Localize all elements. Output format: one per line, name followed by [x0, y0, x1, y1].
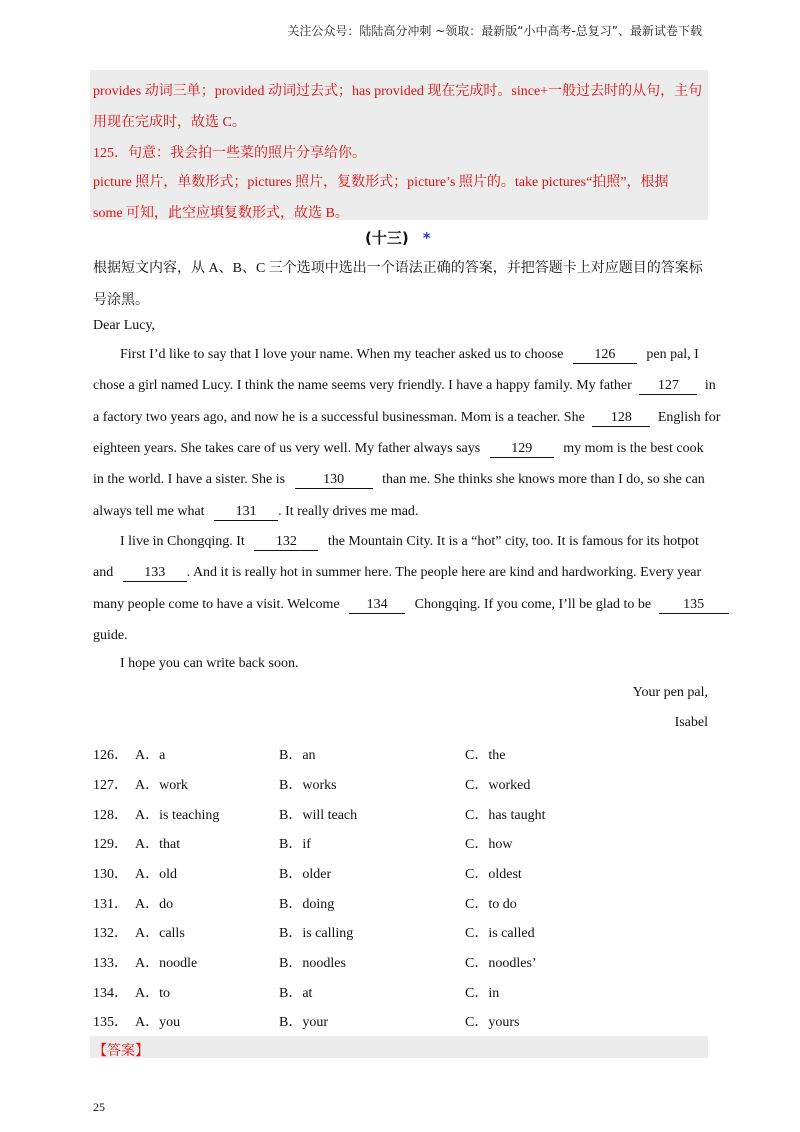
answer-line-3: 125．句意：我会拍一些菜的照片分享给你。	[93, 146, 366, 161]
letter-line-hope: I hope you can write back soon.	[120, 656, 299, 671]
question-number: 134．	[93, 986, 128, 1001]
answer-line-1: provides 动词三单；provided 动词过去式；has provided 现在完成时。since+一般过去时的从句，主句	[93, 84, 703, 99]
letter-text: many people come to have a visit. Welcome	[93, 597, 340, 612]
blank-135: 135	[659, 598, 729, 614]
question-number: 133．	[93, 956, 128, 971]
option-a: A．calls	[135, 926, 185, 941]
letter-text: a factory two years ago, and now he is a successful businessman. Mom is a teacher. She	[93, 410, 585, 425]
option-a: A．do	[135, 897, 174, 912]
option-c: C．oldest	[465, 867, 522, 882]
instruction-line-2: 号涂黑。	[93, 293, 149, 308]
answer-line-2: 用现在完成时，故选 C。	[93, 115, 246, 130]
option-b: B．an	[279, 748, 316, 763]
option-c: C．worked	[465, 778, 531, 793]
letter-signature: Isabel	[674, 715, 708, 730]
letter-line	[120, 347, 735, 364]
option-b: B．noodles	[279, 956, 346, 971]
option-row	[93, 982, 708, 1002]
question-number: 130．	[93, 867, 128, 882]
letter-line	[93, 378, 716, 395]
instruction-line-1: 根据短文内容，从 A、B、C 三个选项中选出一个语法正确的答案，并把答题卡上对应题目的答案标	[93, 261, 703, 276]
star-icon: *	[422, 229, 431, 247]
letter-text: than me. She thinks she knows more than I do, so she can	[382, 472, 705, 487]
option-b: B．is calling	[279, 926, 354, 941]
question-number: 129．	[93, 837, 128, 852]
section-title	[365, 227, 431, 248]
blank-132: 132	[254, 535, 318, 551]
blank-126: 126	[573, 348, 637, 364]
blank-134: 134	[349, 598, 405, 614]
option-b: B．at	[279, 986, 313, 1001]
option-row	[93, 893, 708, 913]
answer-box	[90, 1036, 708, 1058]
answer-line-4: picture 照片，单数形式；pictures 照片，复数形式；picture’s 照片的。take pictures“拍照”，根据	[93, 175, 669, 190]
blank-128: 128	[592, 411, 650, 427]
option-c: C．has taught	[465, 808, 546, 823]
letter-text: the Mountain City. It is a “hot” city, too. It is famous for its hotpot	[327, 534, 699, 549]
option-row	[93, 833, 708, 853]
page-number: 25	[93, 1100, 105, 1114]
question-number: 131．	[93, 897, 128, 912]
option-row	[93, 744, 708, 764]
option-c: C．the	[465, 748, 506, 763]
option-row	[93, 804, 708, 824]
letter-text: always tell me what	[93, 504, 205, 519]
question-number: 126．	[93, 748, 128, 763]
option-b: B．your	[279, 1015, 328, 1030]
option-b: B．if	[279, 837, 311, 852]
question-number: 127．	[93, 778, 128, 793]
option-b: B．works	[279, 778, 337, 793]
option-a: A．noodle	[135, 956, 198, 971]
letter-text: . It really drives me mad.	[278, 504, 419, 519]
letter-text: I live in Chongqing. It	[120, 534, 245, 549]
option-a: A．is teaching	[135, 808, 220, 823]
option-b: B．doing	[279, 897, 335, 912]
letter-text: English for	[657, 410, 721, 425]
option-c: C．how	[465, 837, 513, 852]
letter-line	[93, 565, 708, 582]
letter-text: First I’d like to say that I love your name. When my teacher asked us to choose	[120, 347, 564, 362]
letter-line	[120, 534, 735, 551]
letter-text: my mom is the best cook	[563, 441, 704, 456]
letter-text: in the world. I have a sister. She is	[93, 472, 286, 487]
option-c: C．in	[465, 986, 500, 1001]
option-row	[93, 922, 708, 942]
option-c: C．noodles’	[465, 956, 537, 971]
letter-text: chose a girl named Lucy. I think the name seems very friendly. I have a happy family. My father	[93, 378, 632, 393]
letter-line-guide: guide.	[93, 628, 128, 643]
option-row	[93, 863, 708, 883]
letter-text: eighteen years. She takes care of us very well. My father always says	[93, 441, 481, 456]
answer-label: 【答案】	[93, 1044, 149, 1059]
letter-line	[93, 472, 708, 489]
letter-closing: Your pen pal,	[632, 685, 708, 700]
letter-line	[93, 441, 708, 458]
option-a: A．you	[135, 1015, 181, 1030]
blank-131: 131	[214, 505, 278, 521]
option-a: A．that	[135, 837, 181, 852]
letter-line	[93, 504, 708, 521]
letter-text: and	[93, 565, 114, 580]
option-a: A．work	[135, 778, 188, 793]
option-b: B．will teach	[279, 808, 358, 823]
blank-127: 127	[639, 379, 697, 395]
letter-text: in	[704, 378, 716, 393]
question-number: 132．	[93, 926, 128, 941]
letter-text: pen pal, I	[646, 347, 699, 362]
section-title-text: (十三)	[365, 229, 409, 247]
option-row	[93, 1011, 708, 1031]
blank-129: 129	[490, 442, 554, 458]
blank-133: 133	[123, 566, 187, 582]
option-a: A．to	[135, 986, 170, 1001]
option-b: B．older	[279, 867, 332, 882]
option-row	[93, 774, 708, 794]
question-number: 128．	[93, 808, 128, 823]
page-header: 关注公众号：陆陆高分冲刺 ~领取：最新版“小中高考-总复习”、最新试卷下载	[287, 24, 702, 38]
letter-text: . And it is really hot in summer here. The people here are kind and hardworking. Every year	[186, 565, 702, 580]
blank-130: 130	[295, 473, 373, 489]
letter-text: Chongqing. If you come, I’ll be glad to be	[414, 597, 652, 612]
letter-greeting: Dear Lucy,	[93, 318, 156, 333]
answer-line-5: some 可知，此空应填复数形式，故选 B。	[93, 206, 349, 221]
option-c: C．yours	[465, 1015, 520, 1030]
option-row	[93, 952, 708, 972]
option-c: C．is called	[465, 926, 535, 941]
option-c: C．to do	[465, 897, 517, 912]
option-a: A．a	[135, 748, 166, 763]
option-a: A．old	[135, 867, 177, 882]
letter-line	[93, 410, 721, 427]
question-number: 135．	[93, 1015, 128, 1030]
letter-line	[93, 597, 708, 614]
